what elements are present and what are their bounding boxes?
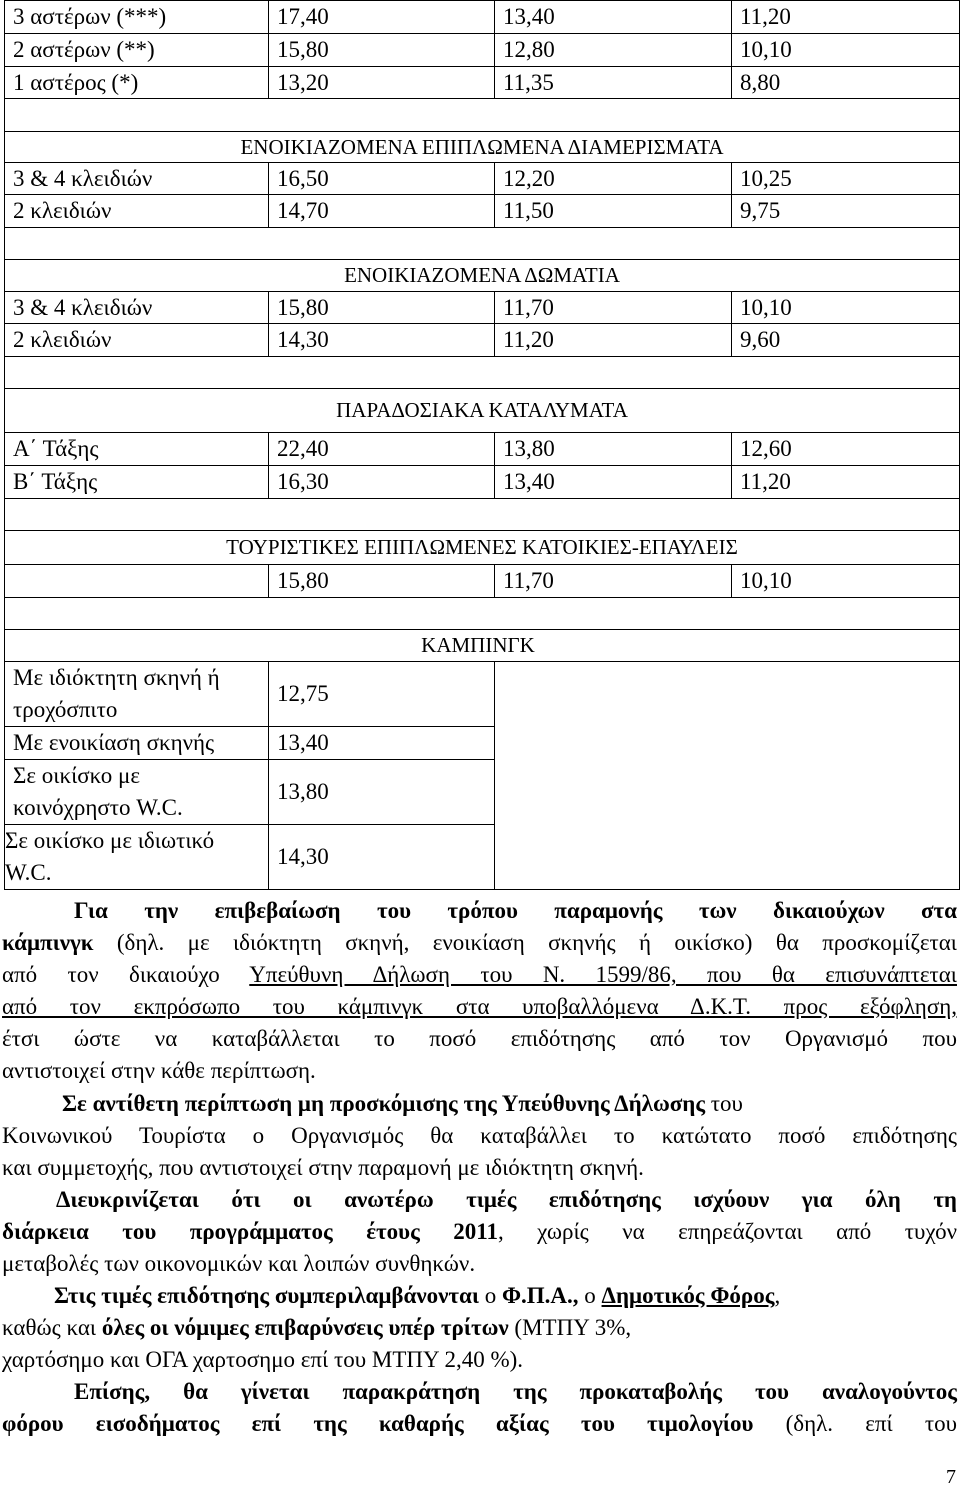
spacer-row xyxy=(5,99,960,132)
table-row: Σε οικίσκο με ιδιωτικό W.C. 14,30 xyxy=(5,825,960,890)
section-header: ΕΝΟΙΚΙΑΖΟΜΕΝΑ ΕΠΙΠΛΩΜΕΝΑ ΔΙΑΜΕΡΙΣΜΑΤΑ xyxy=(5,132,960,163)
table-row: 3 & 4 κλειδιών 15,80 11,70 10,10 xyxy=(5,292,960,324)
camping-declaration-paragraph: Για την επιβεβαίωση του τρόπου παραμονής των δικαιούχων στα κάμπινγκ (δηλ. με ιδιόκτητη σκηνή, ενοικίαση σκηνής ή οικίσκο) θα προσκομίζεται από τον δικαιούχο Υπεύθυνη Δήλωση του Ν. 1599/86, που θα επισυνάπτεται από τον εκπρόσωπο του κάμπινγκ στα υποβαλλόμενα Δ.Κ.Τ. προς εξόφληση, έτσι ώστε να καταβάλλεται το ποσό επιδότησης από τον Οργανισμό που αντιστοιχεί στην κάθε περίπτωση. xyxy=(2,898,957,1083)
taxes-paragraph: Στις τιμές επιδότησης συμπεριλαμβάνονται ο Φ.Π.Α., ο Δημοτικός Φόρος, καθώς και όλες οι νόμιμες επιβαρύνσεις υπέρ τρίτων (ΜΤΠΥ 3%, χαρτόσημο και ΟΓΑ χαρτοσημο επί του ΜΤΠΥ 2,40 %). xyxy=(2,1283,781,1372)
table-row: 2 κλειδιών 14,30 11,20 9,60 xyxy=(5,324,960,357)
table-row: Σε οικίσκο με κοινόχρηστο W.C. 13,80 xyxy=(5,760,960,825)
table-row: 3 αστέρων (***) 17,40 13,40 11,20 xyxy=(5,1,960,34)
section-header: ΚΑΜΠΙΝΓΚ xyxy=(5,630,960,662)
row-label: 2 αστέρων (**) xyxy=(5,34,269,67)
table-row: 1 αστέρος (*) 13,20 11,35 8,80 xyxy=(5,67,960,99)
table-row: Με ιδιόκτητη σκηνή ή τροχόσπιτο 12,75 xyxy=(5,662,960,727)
table-row: Α΄ Τάξης 22,40 13,80 12,60 xyxy=(5,433,960,466)
table-row: 2 κλειδιών 14,70 11,50 9,75 xyxy=(5,195,960,228)
section-header: ΤΟΥΡΙΣΤΙΚΕΣ ΕΠΙΠΛΩΜΕΝΕΣ ΚΑΤΟΙΚΙΕΣ-ΕΠΑΥΛΕΙΣ xyxy=(5,531,960,565)
table-row: 3 & 4 κλειδιών 16,50 12,20 10,25 xyxy=(5,163,960,195)
withholding-paragraph: Επίσης, θα γίνεται παρακράτηση της προκαταβολής του αναλογούντος φόρου εισοδήματος επί της καθαρής αξίας του τιμολογίου (δηλ. επί του xyxy=(2,1379,957,1436)
table-row: 2 αστέρων (**) 15,80 12,80 10,10 xyxy=(5,34,960,67)
row-label: 3 αστέρων (***) xyxy=(5,1,269,34)
spacer-row xyxy=(5,499,960,531)
table-row: 15,80 11,70 10,10 xyxy=(5,565,960,598)
contrary-case-paragraph: Σε αντίθετη περίπτωση μη προσκόμισης της Υπεύθυνης Δήλωσης του Κοινωνικού Τουρίστα ο Οργανισμός θα καταβάλλει το κατώτατο ποσό επιδότησης και συμμετοχής, που αντιστοιχεί στην παραμονή με ιδιόκτητη σκηνή. xyxy=(2,1091,957,1180)
section-header: ΕΝΟΙΚΙΑΖΟΜΕΝΑ ΔΩΜΑΤΙΑ xyxy=(5,260,960,292)
section-header: ΠΑΡΑΔΟΣΙΑΚΑ ΚΑΤΑΛΥΜΑΤΑ xyxy=(5,389,960,433)
spacer-row xyxy=(5,598,960,630)
spacer-row xyxy=(5,228,960,260)
page-number: 7 xyxy=(946,1466,956,1488)
table-row: Β΄ Τάξης 16,30 13,40 11,20 xyxy=(5,466,960,499)
subsidy-rates-table xyxy=(4,0,960,890)
spacer-row xyxy=(5,357,960,389)
table-row: Με ενοικίαση σκηνής 13,40 xyxy=(5,727,960,760)
clarification-paragraph: Διευκρινίζεται ότι οι ανωτέρω τιμές επιδότησης ισχύουν για όλη τη διάρκεια του προγράμματος έτους 2011, χωρίς να επηρεάζονται από τυχόν μεταβολές των οικονομικών και λοιπών συνθηκών. xyxy=(2,1187,957,1276)
row-label: 1 αστέρος (*) xyxy=(5,67,269,99)
